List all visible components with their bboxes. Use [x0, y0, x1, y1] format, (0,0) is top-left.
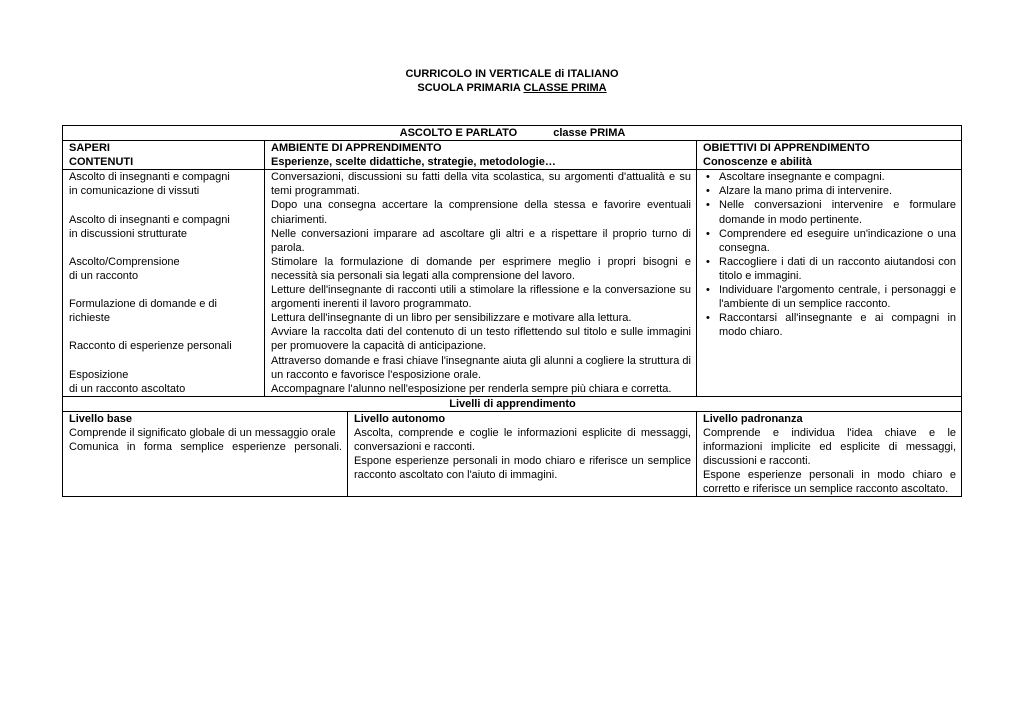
- header-ambiente-subtitle: Esperienze, scelte didattiche, strategie, metodologie…: [271, 156, 556, 169]
- saperi-item: di un racconto ascoltato: [69, 382, 186, 395]
- obiettivo-item: • Ascoltare insegnante e compagni.: [719, 170, 956, 184]
- saperi-item: Ascolto di insegnanti e compagni: [69, 171, 230, 184]
- content-row: [63, 170, 962, 397]
- livello-autonomo-line: Espone esperienze personali in modo chiaro e riferisce un semplice racconto ascoltato con l'aiuto di immagini.: [354, 455, 691, 482]
- livello-padronanza-title: Livello padronanza: [703, 412, 803, 425]
- saperi-item: Racconto di esperienze personali: [69, 340, 232, 353]
- header-ambiente-title: AMBIENTE DI APPRENDIMENTO: [271, 142, 442, 155]
- ambiente-paragraph: Stimolare la formulazione di domande per esprimere meglio i propri bisogni e necessità sia personali sia legati alla comprensione del lavoro.: [271, 255, 691, 282]
- saperi-item: richieste: [69, 312, 110, 325]
- saperi-item: Formulazione di domande e di: [69, 298, 217, 311]
- livello-base-line: Comunica in forma semplice esperienze personali.: [69, 441, 342, 454]
- obiettivo-item: • Comprendere ed eseguire un'indicazione o una consegna.: [719, 227, 956, 255]
- header-obiettivi-title: OBIETTIVI DI APPRENDIMENTO: [703, 142, 870, 155]
- livello-padronanza-cell: [697, 411, 962, 497]
- obiettivi-list: [703, 170, 956, 339]
- title-line-2: [0, 81, 1024, 95]
- livello-base-line: Comprende il significato globale di un messaggio orale: [69, 426, 336, 439]
- livello-padronanza-line: Espone esperienze personali in modo chiaro e corretto e riferisce un semplice racconto ascoltato.: [703, 469, 957, 496]
- obiettivo-item: • Nelle conversazioni intervenire e formulare domande in modo pertinente.: [719, 198, 956, 226]
- livello-padronanza-line: Comprende e individua l'idea chiave e le informazioni implicite ed esplicite di messaggi, discussioni e racconti.: [703, 426, 957, 468]
- saperi-item: in discussioni strutturate: [69, 227, 187, 240]
- title-line-2-prefix: SCUOLA PRIMARIA: [417, 82, 524, 94]
- section-header-row: [63, 126, 962, 141]
- ambiente-paragraph: Avviare la raccolta dati del contenuto di un testo riflettendo sul titolo e sulle immagini per promuovere la capacità di anticipazione.: [271, 326, 691, 353]
- ambiente-paragraph: Conversazioni, discussioni su fatti della vita scolastica, su argomenti d'attualità e su temi programmati.: [271, 171, 691, 198]
- header-obiettivi-subtitle: Conoscenze e abilità: [703, 156, 812, 169]
- obiettivo-item: • Individuare l'argomento centrale, i personaggi e l'ambiente di un semplice racconto.: [719, 283, 956, 311]
- livelli-title: Livelli di apprendimento: [63, 396, 962, 411]
- obiettivo-item: • Raccontarsi all'insegnante e ai compagni in modo chiaro.: [719, 311, 956, 339]
- ambiente-paragraph: Attraverso domande e frasi chiave l'insegnante aiuta gli alunni a cogliere la struttura di un racconto e favorisce l'esposizione orale.: [271, 354, 691, 381]
- curriculum-table: [62, 125, 962, 497]
- livello-base-title: Livello base: [69, 412, 132, 425]
- livelli-title-row: [63, 396, 962, 411]
- section-class-label: classe PRIMA: [553, 127, 626, 139]
- ambiente-paragraph: Letture dell'insegnante di racconti utili a stimolare la riflessione e la conversazione su argomenti inerenti il lavoro programmato.: [271, 284, 691, 311]
- livello-autonomo-title: Livello autonomo: [354, 412, 446, 425]
- saperi-cell: [63, 170, 265, 397]
- column-headers-row: [63, 141, 962, 170]
- header-saperi-subtitle: CONTENUTI: [69, 156, 134, 169]
- obiettivo-item: • Raccogliere i dati di un racconto aiutandosi con titolo e immagini.: [719, 255, 956, 283]
- section-name: ASCOLTO E PARLATO: [399, 127, 518, 139]
- header-saperi: [63, 141, 265, 170]
- title-line-2-underlined: CLASSE PRIMA: [523, 82, 607, 94]
- livello-autonomo-cell: [348, 411, 697, 497]
- saperi-item: Esposizione: [69, 368, 129, 381]
- saperi-item: Ascolto/Comprensione: [69, 255, 180, 268]
- header-ambiente: [265, 141, 697, 170]
- obiettivo-item: • Alzare la mano prima di intervenire.: [719, 184, 956, 198]
- header-saperi-title: SAPERI: [69, 142, 110, 155]
- saperi-item: di un racconto: [69, 269, 139, 282]
- ambiente-paragraph: Nelle conversazioni imparare ad ascoltare gli altri e a rispettare il proprio turno di parola.: [271, 227, 691, 254]
- livello-autonomo-line: Ascolta, comprende e coglie le informazioni esplicite di messaggi, conversazioni e racconti.: [354, 426, 691, 454]
- livello-base-cell: [63, 411, 348, 497]
- title-line-1: CURRICOLO IN VERTICALE di ITALIANO: [405, 68, 619, 80]
- livelli-row: [63, 411, 962, 497]
- obiettivi-cell: [697, 170, 962, 397]
- ambiente-cell: [265, 170, 697, 397]
- saperi-item: Ascolto di insegnanti e compagni: [69, 213, 230, 226]
- ambiente-paragraph: Dopo una consegna accertare la comprensione della stessa e favorire eventuali chiarimenti.: [271, 199, 691, 226]
- section-header-cell: [63, 126, 962, 141]
- saperi-item: in comunicazione di vissuti: [69, 185, 200, 198]
- ambiente-paragraph: Lettura dell'insegnante di un libro per sensibilizzare e motivare alla lettura.: [271, 312, 632, 325]
- ambiente-paragraph: Accompagnare l'alunno nell'esposizione per renderla sempre più chiara e corretta.: [271, 382, 672, 395]
- header-obiettivi: [697, 141, 962, 170]
- document-title: [0, 67, 1024, 95]
